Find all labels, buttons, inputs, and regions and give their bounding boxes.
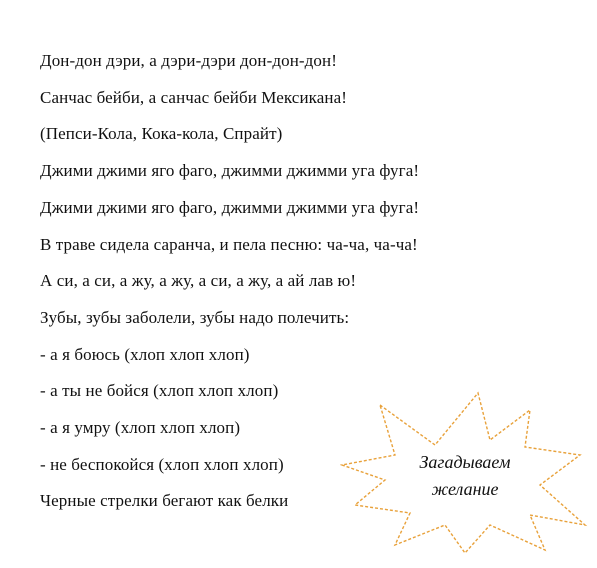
text-line-3: (Пепси-Кола, Кока-кола, Спрайт) — [40, 124, 283, 144]
starburst-label — [340, 449, 590, 503]
text-line-9: - а я боюсь (хлоп хлоп хлоп) — [40, 344, 250, 364]
text-line-12: - не беспокойся (хлоп хлоп хлоп) — [40, 454, 284, 474]
starburst-label-line-2: желание — [431, 479, 499, 499]
starburst-label-line-1: Загадываем — [419, 452, 511, 472]
text-line-2: Санчас бейби, а санчас бейби Мексикана! — [40, 87, 348, 107]
text-line-10: - а ты не бойся (хлоп хлоп хлоп) — [40, 381, 279, 401]
text-line-4: Джими джими яго фаго, джимми джимми уга фуга! — [40, 161, 420, 181]
text-line-8: Зубы, зубы заболели, зубы надо полечить: — [40, 307, 350, 327]
text-line-13: Черные стрелки бегают как белки — [40, 491, 289, 511]
text-line-5: Джими джими яго фаго, джимми джимми уга фуга! — [40, 197, 420, 217]
text-line-11: - а я умру (хлоп хлоп хлоп) — [40, 418, 241, 438]
text-line-7: А си, а си, а жу, а жу, а си, а жу, а ай лав ю! — [40, 271, 357, 291]
text-line-6: В траве сидела саранча, и пела песню: ча-ча, ча-ча! — [40, 234, 418, 254]
text-line-1: Дон-дон дэри, а дэри-дэри дон-дон-дон! — [40, 51, 337, 70]
